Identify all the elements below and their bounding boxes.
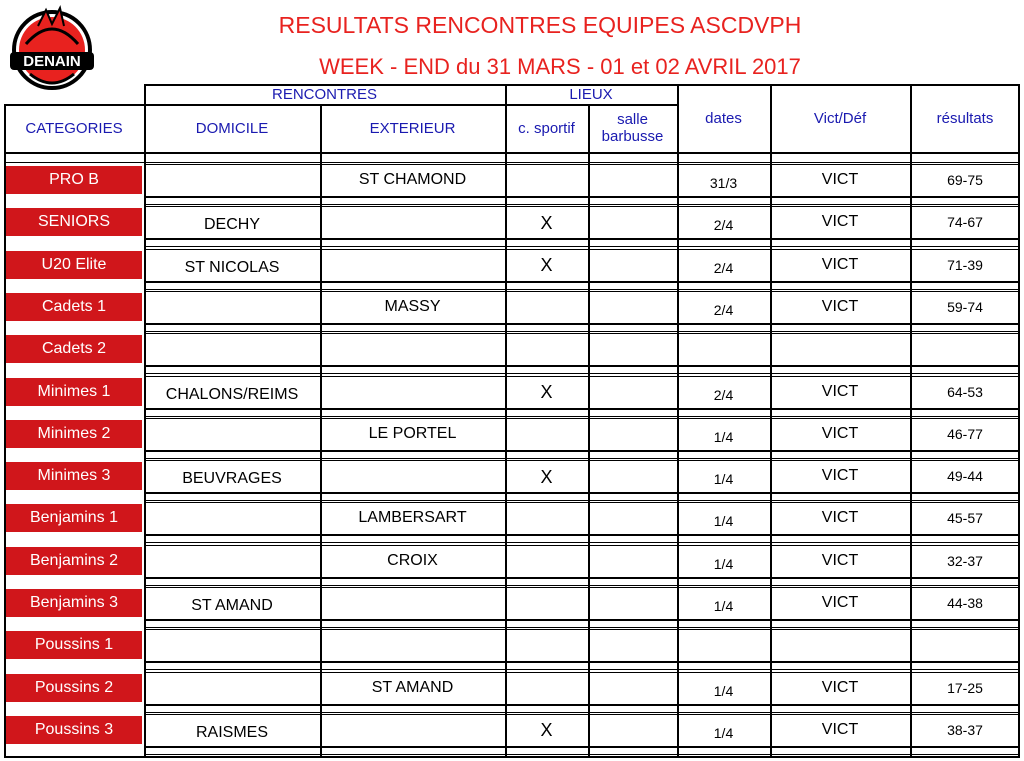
row-spacer-line [144,500,1020,501]
domicile-cell [144,169,320,197]
exterieur-cell [320,208,505,236]
table-bottom-line [4,756,1020,758]
category-cell: Poussins 2 [6,674,142,702]
exterieur-cell [320,589,505,617]
salle-barbusse-cell [588,335,677,363]
row-bottom-line [144,577,1020,579]
exterieur-cell [320,631,505,659]
column-header-resultats: résultats [936,109,994,127]
column-line [677,84,679,756]
vict-def-cell: VICT [821,467,859,485]
row-bottom-line [144,619,1020,621]
salle-barbusse-cell [588,378,677,406]
exterieur-cell [320,251,505,279]
salle-barbusse-cell [588,547,677,575]
result-cell: 49-44 [947,468,983,485]
vict-def-cell: VICT [821,171,859,188]
column-line [1018,84,1020,756]
vict-def-cell: VICT [821,297,859,315]
svg-text:DENAIN: DENAIN [23,53,81,70]
result-cell: 74-67 [947,214,983,231]
exterieur-cell [320,378,505,406]
c-sportif-cell [505,675,588,703]
date-cell: 1/4 [713,555,734,572]
result-cell: 45-57 [947,510,983,527]
column-line [588,104,590,756]
row-spacer-line [144,416,1020,417]
c-sportif-cell [505,167,588,195]
result-cell: 69-75 [947,172,983,188]
row-top-line [144,333,1020,334]
vict-def-cell: VICT [821,382,859,400]
domicile-cell [144,423,320,451]
column-header-vict-def: Vict/Déf [813,109,867,127]
category-cell: PRO B [6,166,142,194]
category-cell: Minimes 1 [6,378,142,406]
row-bottom-line [144,661,1020,663]
row-top-line [144,206,1020,207]
result-cell: 59-74 [947,298,983,315]
row-spacer-line [144,754,1020,755]
salle-barbusse-cell [588,420,677,448]
domicile-cell [144,634,320,662]
date-cell: 1/4 [713,428,734,445]
row-top-line [144,164,1020,165]
row-spacer-line [144,373,1020,374]
result-cell: 46-77 [947,425,983,442]
salle-barbusse-cell [588,504,677,532]
vict-def-cell: VICT [821,213,859,231]
date-cell: 1/4 [713,598,734,614]
result-cell: 32-37 [947,552,983,569]
row-bottom-line [144,492,1020,494]
row-spacer-line [144,627,1020,628]
domicile-cell [144,296,320,324]
row-top-line [144,714,1020,715]
vict-def-cell [770,631,910,659]
row-spacer-line [144,458,1020,459]
row-spacer-line [144,331,1020,332]
row-bottom-line [144,408,1020,410]
exterieur-cell: ST CHAMOND [358,171,467,188]
salle-barbusse-cell [588,208,677,236]
c-sportif-cell [505,632,588,660]
domicile-cell [144,550,320,578]
c-sportif-cell: X [540,720,553,741]
category-cell: Benjamins 2 [6,547,142,575]
exterieur-cell: MASSY [384,297,441,315]
salle-barbusse-cell [588,631,677,659]
c-sportif-cell: X [540,382,553,402]
result-cell [910,335,1020,363]
domicile-cell: ST NICOLAS [184,258,280,276]
group-header-rencontres: RENCONTRES [271,85,377,103]
salle-barbusse-cell [588,251,677,279]
domicile-cell: DECHY [203,216,260,234]
column-header-c-sportif: c. sportif [518,119,575,137]
exterieur-cell: LAMBERSART [358,509,467,527]
result-cell: 17-25 [947,679,983,696]
exterieur-cell: CROIX [387,551,438,569]
row-top-line [144,587,1020,588]
column-line [505,84,507,756]
salle-barbusse-cell [588,589,677,617]
date-cell: 1/4 [713,471,734,488]
row-bottom-line [144,704,1020,706]
exterieur-cell [320,462,505,490]
vict-def-cell: VICT [821,255,859,273]
domicile-cell [144,507,320,535]
vict-def-cell: VICT [821,678,859,696]
row-spacer-line [144,669,1020,670]
row-spacer-line [144,204,1020,205]
date-cell [677,338,770,366]
category-cell: Poussins 1 [6,631,142,659]
column-header-salle-barbusse: salle barbusse [601,111,664,145]
c-sportif-cell [505,505,588,533]
domicile-cell [144,677,320,705]
category-cell: Minimes 2 [6,420,142,448]
c-sportif-cell: X [540,212,553,233]
result-cell: 44-38 [947,595,983,611]
domicile-cell: ST AMAND [191,597,273,614]
row-top-line [144,672,1020,673]
column-line [910,84,912,756]
c-sportif-cell [505,336,588,364]
row-top-line [144,376,1020,377]
category-cell: Minimes 3 [6,462,142,490]
c-sportif-cell: X [540,255,553,276]
salle-barbusse-cell [588,674,677,702]
column-line [144,84,146,756]
row-bottom-line [144,534,1020,536]
row-bottom-line [144,196,1020,198]
result-cell: 64-53 [947,383,983,400]
row-top-line [144,291,1020,292]
exterieur-cell [320,716,505,744]
row-top-line [144,545,1020,546]
row-top-line [144,629,1020,630]
salle-barbusse-cell [588,293,677,321]
c-sportif-cell [505,294,588,322]
date-cell: 2/4 [713,386,734,403]
domicile-cell: BEUVRAGES [182,470,282,488]
c-sportif-cell [505,548,588,576]
row-spacer-line [144,712,1020,713]
row-spacer-line [144,289,1020,290]
result-cell [910,631,1020,659]
vict-def-cell: VICT [821,720,859,738]
domicile-cell: RAISMES [195,723,268,741]
vict-def-cell: VICT [821,509,859,527]
category-cell: Benjamins 3 [6,589,142,617]
exterieur-cell: ST AMAND [371,678,454,696]
domicile-cell [144,338,320,366]
date-cell: 1/4 [713,682,734,699]
vict-def-cell: VICT [821,594,859,611]
date-cell: 31/3 [709,175,738,191]
column-header-exterieur: EXTERIEUR [369,119,456,137]
header-mid-line [4,104,144,106]
salle-barbusse-cell [588,166,677,194]
row-bottom-line [144,450,1020,452]
row-bottom-line [144,323,1020,325]
column-header-domicile: DOMICILE [195,119,269,137]
result-cell: 71-39 [947,256,983,273]
vict-def-cell [770,335,910,363]
page-subtitle: WEEK - END du 31 MARS - 01 et 02 AVRIL 2017 [319,54,801,79]
row-top-line [144,460,1020,461]
salle-barbusse-cell [588,462,677,490]
exterieur-cell: LE PORTEL [368,424,457,442]
c-sportif-cell [505,421,588,449]
row-bottom-line [144,365,1020,367]
domicile-cell: CHALONS/REIMS [165,385,299,403]
header-mid-line [144,104,677,106]
row-spacer-line [144,585,1020,586]
c-sportif-cell [505,590,588,618]
date-cell: 1/4 [713,513,734,530]
date-cell: 2/4 [713,259,734,276]
header-top-line [144,84,677,86]
column-header-dates: dates [705,109,742,127]
group-header-lieux: LIEUX [569,85,613,103]
category-cell: SENIORS [6,208,142,236]
vict-def-cell: VICT [821,424,859,442]
column-line [320,104,322,756]
row-top-line [144,249,1020,250]
column-header-categories: CATEGORIES [25,119,123,137]
header-spacer-line [4,162,1020,163]
header-top-line [677,84,1020,86]
date-cell [677,634,770,662]
date-cell: 1/4 [713,724,734,741]
date-cell: 2/4 [713,301,734,318]
page-title: RESULTATS RENCONTRES EQUIPES ASCDVPH [278,12,802,38]
header-bottom-line [4,152,1020,154]
exterieur-cell [320,335,505,363]
column-line [770,84,772,756]
row-spacer-line [144,542,1020,543]
row-top-line [144,418,1020,419]
c-sportif-cell: X [540,466,553,487]
salle-barbusse-cell [588,716,677,744]
date-cell: 2/4 [713,217,734,234]
category-cell: Poussins 3 [6,716,142,744]
vict-def-cell: VICT [821,551,859,569]
row-bottom-line [144,238,1020,240]
category-cell: Cadets 1 [6,293,142,321]
row-spacer-line [144,246,1020,247]
category-cell: Cadets 2 [6,335,142,363]
category-cell: U20 Elite [6,251,142,279]
row-top-line [144,502,1020,503]
left-border-line [4,104,6,756]
row-bottom-line [144,746,1020,748]
result-cell: 38-37 [947,721,983,738]
category-cell: Benjamins 1 [6,504,142,532]
row-bottom-line [144,281,1020,283]
